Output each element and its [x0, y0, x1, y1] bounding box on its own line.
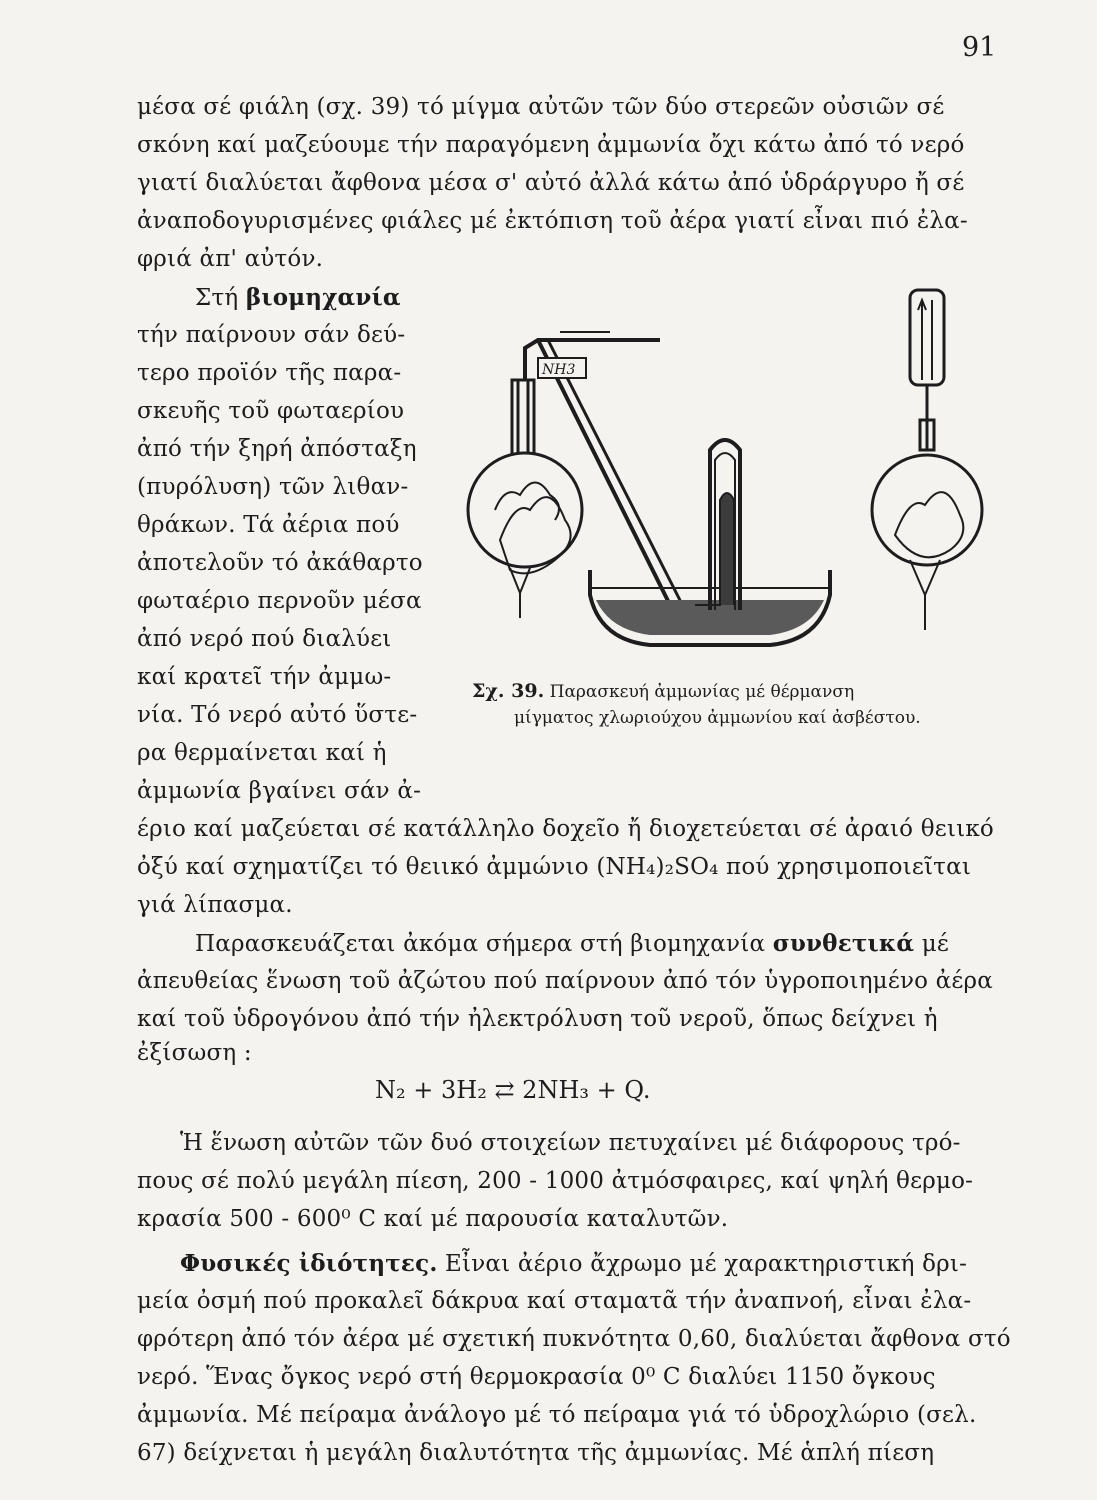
- narrow-line: ἀμμωνία βγαίνει σάν ἀ-: [137, 778, 422, 804]
- narrow-line: τήν παίρνουν σάν δεύ-: [137, 322, 406, 348]
- synth-prefix: Παρασκευάζεται ἀκόμα σήμερα στή βιομηχανία: [195, 931, 773, 957]
- text-line: γιά λίπασμα.: [137, 892, 293, 918]
- industry-bold: βιομηχανία: [245, 284, 401, 311]
- tube-label: NH3: [542, 362, 576, 378]
- narrow-line: ἀποτελοῦν τό ἀκάθαρτο: [137, 550, 423, 576]
- physical-properties-line: [180, 1250, 967, 1277]
- narrow-line: καί κρατεῖ τήν ἀμμω-: [137, 664, 392, 690]
- synth-line: [195, 930, 949, 957]
- text-line: ἀπευθείας ἕνωση τοῦ ἀζώτου πού παίρνουν ἀπό τόν ὑγροποιημένο ἀέρα: [137, 968, 993, 994]
- figure-caption-line2: μίγματος χλωριούχου ἀμμωνίου καί ἀσβέστου.: [514, 708, 921, 728]
- text-line: έριο καί μαζεύεται σέ κατάλληλο δοχεῖο ἤ διοχετεύεται σέ ἀραιό θειικό: [137, 816, 994, 842]
- text-line: καί τοῦ ὑδρογόνου ἀπό τήν ἠλεκτρόλυση τοῦ νεροῦ, ὅπως δείχνει ἡ: [137, 1006, 938, 1032]
- physical-line1: Εἶναι ἀέριο ἄχρωμο μέ χαρακτηριστική δρι-: [437, 1251, 968, 1277]
- narrow-line: νία. Τό νερό αὐτό ὕστε-: [137, 702, 418, 728]
- narrow-line: ἀπό τήν ξηρή ἀπόσταξη: [137, 436, 417, 462]
- physical-heading: Φυσικές ἰδιότητες.: [180, 1250, 438, 1277]
- figure-label: Σχ. 39.: [472, 680, 545, 702]
- text-line: γιατί διαλύεται ἄφθονα μέσα σ' αὐτό ἀλλά κάτω ἀπό ὑδράργυρο ἤ σέ: [137, 170, 965, 196]
- narrow-line: ρα θερμαίνεται καί ἡ: [137, 740, 387, 766]
- text-line: μέσα σέ φιάλη (σχ. 39) τό μίγμα αὐτῶν τῶν δύο στερεῶν οὐσιῶν σέ: [137, 94, 945, 120]
- page-number: 91: [962, 32, 997, 63]
- text-line: ἐξίσωση :: [137, 1040, 252, 1066]
- industry-prefix: Στή: [195, 285, 246, 311]
- narrow-line: (πυρόλυση) τῶν λιθαν-: [137, 474, 409, 500]
- caption-text: Παρασκευή ἀμμωνίας μέ θέρμανση: [549, 682, 855, 702]
- narrow-line: τερο προϊόν τῆς παρα-: [137, 360, 402, 386]
- industry-heading: [195, 284, 401, 311]
- text-line: κρασία 500 - 600⁰ C καί μέ παρουσία καταλυτῶν.: [137, 1206, 729, 1232]
- text-line: φριά ἀπ' αὐτόν.: [137, 246, 324, 272]
- synth-bold: συνθετικά: [772, 930, 915, 957]
- narrow-line: φωταέριο περνοῦν μέσα: [137, 588, 422, 614]
- text-line: πους σέ πολύ μεγάλη πίεση, 200 - 1000 ἀτμόσφαιρες, καί ψηλή θερμο-: [137, 1168, 974, 1194]
- text-line: σκόνη καί μαζεύουμε τήν παραγόμενη ἀμμωνία ὄχι κάτω ἀπό τό νερό: [137, 132, 965, 158]
- figure-caption-line1: [472, 680, 854, 702]
- ammonia-apparatus-figure: [440, 270, 1000, 670]
- synth-suffix: μέ: [914, 931, 950, 957]
- text-line: φρότερη ἀπό τόν ἀέρα μέ σχετική πυκνότητα 0,60, διαλύεται ἄφθονα στό: [137, 1326, 1011, 1352]
- text-line: 67) δείχνεται ἡ μεγάλη διαλυτότητα τῆς ἀμμωνίας. Μέ ἁπλή πίεση: [137, 1440, 935, 1466]
- text-line: ἀναποδογυρισμένες φιάλες μέ ἐκτόπιση τοῦ ἀέρα γιατί εἶναι πιό ἐλα-: [137, 208, 968, 234]
- synthesis-equation: N₂ + 3H₂ ⇄ 2NH₃ + Q.: [375, 1076, 651, 1104]
- narrow-line: θράκων. Τά ἀέρια πού: [137, 512, 400, 538]
- text-line: ὀξύ καί σχηματίζει τό θειικό ἀμμώνιο (NH₄)₂SO₄ πού χρησιμοποιεῖται: [137, 854, 972, 880]
- narrow-line: ἀπό νερό πού διαλύει: [137, 626, 392, 652]
- text-line: Ἡ ἕνωση αὐτῶν τῶν δυό στοιχείων πετυχαίνει μέ διάφορους τρό-: [180, 1130, 961, 1156]
- text-line: ἀμμωνία. Μέ πείραμα ἀνάλογο μέ τό πείραμα γιά τό ὑδροχλώριο (σελ.: [137, 1402, 977, 1428]
- text-line: μεία ὀσμή πού προκαλεῖ δάκρυα καί σταματᾶ τήν ἀναπνοή, εἶναι ἐλα-: [137, 1288, 972, 1314]
- narrow-line: σκευῆς τοῦ φωταερίου: [137, 398, 405, 424]
- text-line: νερό. Ἕνας ὄγκος νερό στή θερμοκρασία 0⁰ C διαλύει 1150 ὄγκους: [137, 1364, 936, 1390]
